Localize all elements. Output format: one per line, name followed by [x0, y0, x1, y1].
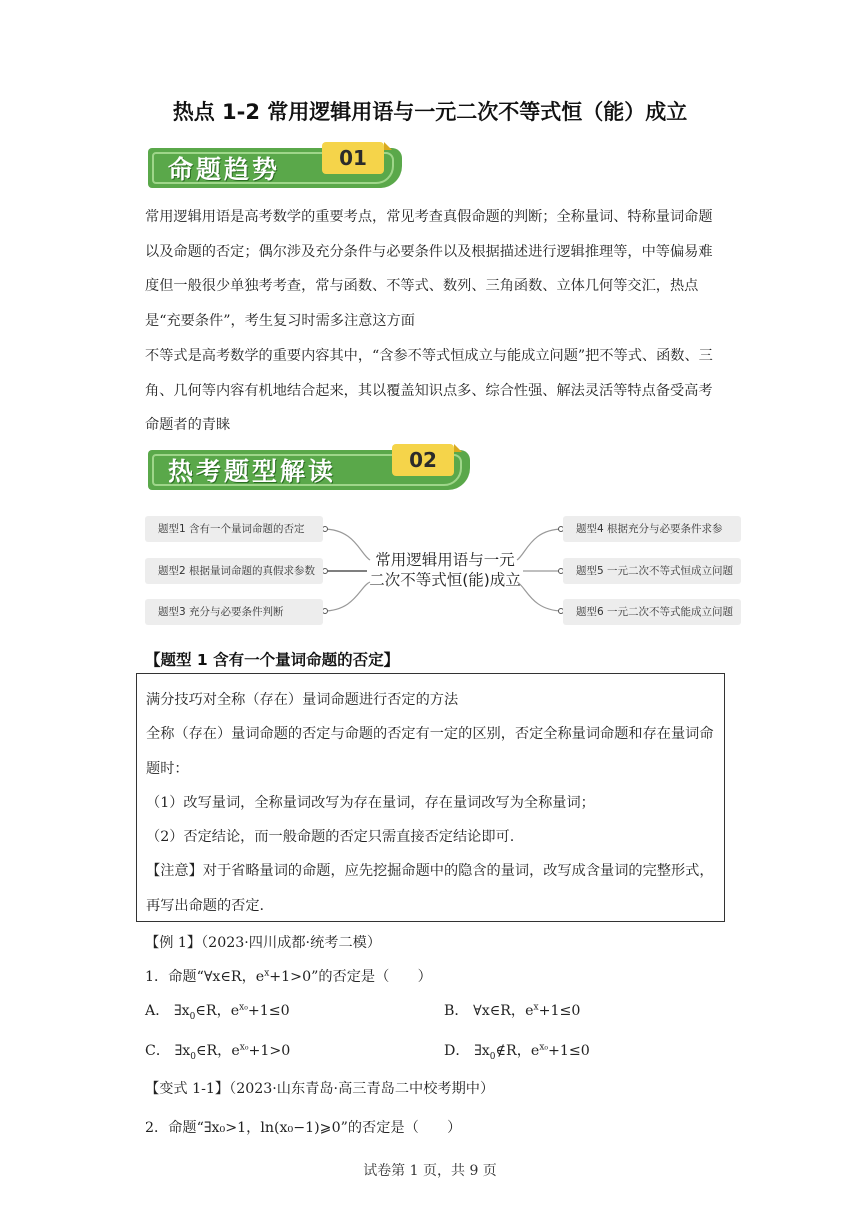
intro-paragraph-2: 不等式是高考数学的重要内容其中，“含参不等式恒成立与能成立问题”把不等式、函数、三角、几何等内容有机地结合起来，其以覆盖知识点多、综合性强、解法灵活等特点备受高考命题者的青睐	[145, 348, 713, 433]
mindmap-node-type1: 题型1 含有一个量词命题的否定	[145, 516, 323, 542]
banner-label: 命题趋势	[168, 155, 281, 184]
tips-line: 全称（存在）量词命题的否定与命题的否定有一定的区别，否定全称量词命题和存在量词命题时：	[146, 726, 714, 777]
page-title: 热点 1-2 常用逻辑用语与一元二次不等式恒（能）成立	[172, 100, 688, 124]
tips-line: （2）否定结论，而一般命题的否定只需直接否定结论即可.	[146, 829, 515, 846]
mindmap-node-type5: 题型5 一元二次不等式恒成立问题	[563, 558, 741, 584]
banner-label: 热考题型解读	[168, 457, 337, 486]
page-footer: 试卷第 1 页，共 9 页	[363, 1163, 497, 1179]
question-1: 1．命题“∀x∈R，$e^x+1>0$”的否定是（ ）	[145, 968, 432, 985]
option-b[interactable]: B． ∀x∈R，$e^x+1\le 0$	[444, 1002, 581, 1019]
option-c[interactable]: C． $\exists x_0\in R$，$e^{x_0}+1>0$	[145, 1042, 291, 1062]
mindmap-center-line2: 二次不等式恒(能)成立	[369, 571, 521, 589]
variant-source: 【变式 1-1】（2023·山东青岛·高三青岛二中校考期中）	[145, 1081, 495, 1097]
mindmap-node-type2: 题型2 根据量词命题的真假求参数	[145, 558, 323, 584]
banner-types	[148, 444, 472, 490]
tips-line: 【注意】对于省略量词的命题，应先挖掘命题中的隐含的量词，改写成含量词的完整形式，再写出命题的否定.	[146, 863, 714, 914]
banner-number: 02	[392, 444, 454, 476]
section-heading-type1: 【题型 1 含有一个量词命题的否定】	[145, 651, 400, 669]
example-source: 【例 1】（2023·四川成都·统考二模）	[145, 935, 382, 951]
tips-box	[136, 673, 725, 922]
question-2: 2．命题“∃x₀>1，ln(x₀−1)⩾0”的否定是（ ）	[145, 1120, 462, 1136]
mindmap-node-type4: 题型4 根据充分与必要条件求参	[563, 516, 741, 542]
mindmap-node-type6: 题型6 一元二次不等式能成立问题	[563, 599, 741, 625]
mindmap-center	[367, 550, 523, 590]
tips-line: 满分技巧对全称（存在）量词命题进行否定的方法	[146, 692, 459, 708]
banner-trend	[148, 142, 404, 188]
option-a[interactable]: A． $\exists x_0\in R$，$e^{x_0}+1\le 0$	[145, 1002, 290, 1022]
mindmap-center-line1: 常用逻辑用语与一元	[375, 551, 515, 569]
banner-number: 01	[322, 142, 384, 174]
mindmap	[145, 514, 741, 626]
intro-paragraph-1: 常用逻辑用语是高考数学的重要考点，常见考查真假命题的判断；全称量词、特称量词命题以及命题的否定；偶尔涉及充分条件与必要条件以及根据描述进行逻辑推理等，中等偏易难度但一般很少单独考考查，常与函数、不等式、数列、三角函数、立体几何等交汇，热点是“充要条件”，考生复习时需多注意这方面	[145, 209, 713, 329]
mindmap-node-type3: 题型3 充分与必要条件判断	[145, 599, 323, 625]
option-d[interactable]: D． $\exists x_0\notin R$，$e^{x_0}+1\le 0$	[444, 1042, 590, 1062]
tips-line: （1）改写量词，全称量词改写为存在量词，存在量词改写为全称量词；	[146, 794, 595, 811]
